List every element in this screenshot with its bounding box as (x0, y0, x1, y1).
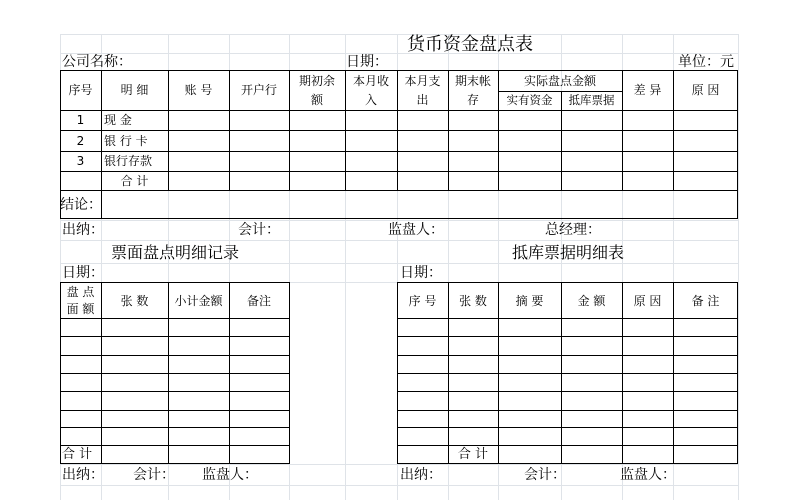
header-detail: 明 细 (120, 83, 149, 97)
header-end-book-line2: 存 (466, 93, 479, 107)
left-sign-supervisor: 监盘人： (202, 467, 258, 483)
row-total-detail: 合 计 (120, 174, 149, 188)
row-1-seq: 1 (76, 113, 85, 127)
header-expense-line2: 出 (416, 93, 429, 107)
left-header-subtotal: 小计金额 (174, 294, 223, 308)
date-label: 日期： (346, 54, 388, 70)
row-3-seq: 3 (76, 154, 85, 168)
right-date-label: 日期： (400, 265, 442, 281)
header-actual-cash: 实有资金 (506, 93, 553, 107)
row-2-detail: 银 行 卡 (104, 134, 148, 148)
header-income-line2: 入 (364, 93, 377, 107)
right-sign-accountant: 会计： (524, 467, 566, 483)
right-header-count: 张 数 (459, 294, 487, 308)
company-label: 公司名称： (62, 54, 132, 70)
header-bank: 开户行 (240, 83, 277, 97)
header-end-book-line1: 期末帐 (454, 74, 491, 88)
page-title: 货币资金盘点表 (407, 34, 533, 55)
header-diff: 差 异 (633, 83, 662, 97)
right-total-label: 合 计 (457, 447, 489, 462)
right-section-title: 抵库票据明细表 (511, 243, 624, 262)
header-begin-balance-line1: 期初余 (298, 74, 335, 88)
left-total-label: 合 计 (62, 447, 93, 462)
header-expense-line1: 本月支 (404, 74, 441, 88)
left-sign-accountant: 会计： (133, 467, 175, 483)
row-1-detail: 现 金 (104, 113, 132, 127)
right-header-amount: 金 额 (577, 294, 606, 308)
header-seq: 序号 (68, 83, 93, 97)
sign-cashier: 出纳： (62, 222, 104, 238)
header-actual-notes: 抵库票据 (568, 93, 615, 107)
right-sign-cashier: 出纳： (400, 467, 442, 483)
sign-gm: 总经理： (545, 222, 601, 238)
left-header-denom-line1: 盘 点 (66, 285, 95, 299)
right-sign-supervisor: 监盘人： (620, 467, 676, 483)
sign-supervisor: 监盘人： (388, 222, 444, 238)
row-3-detail: 银行存款 (104, 154, 153, 168)
left-header-denom-line2: 面 额 (66, 302, 95, 316)
header-begin-balance-line2: 额 (310, 93, 323, 107)
sign-accountant: 会计： (238, 222, 280, 238)
header-reason: 原 因 (691, 83, 720, 97)
conclusion-label: 结论： (60, 197, 102, 213)
header-actual-group: 实际盘点金额 (523, 74, 596, 88)
unit-label: 单位：元 (678, 54, 734, 70)
left-sign-cashier: 出纳： (62, 467, 104, 483)
right-header-reason: 原 因 (633, 294, 662, 308)
left-section-title: 票面盘点明细记录 (110, 243, 239, 262)
left-date-label: 日期： (62, 265, 104, 281)
header-income-line1: 本月收 (352, 74, 389, 88)
right-header-seq: 序 号 (408, 294, 437, 308)
header-account: 账 号 (184, 83, 213, 97)
left-header-note: 备注 (246, 294, 271, 308)
right-header-summary: 摘 要 (515, 294, 544, 308)
right-header-note: 备 注 (691, 294, 720, 308)
left-header-count: 张 数 (120, 294, 149, 308)
row-2-seq: 2 (76, 134, 85, 148)
